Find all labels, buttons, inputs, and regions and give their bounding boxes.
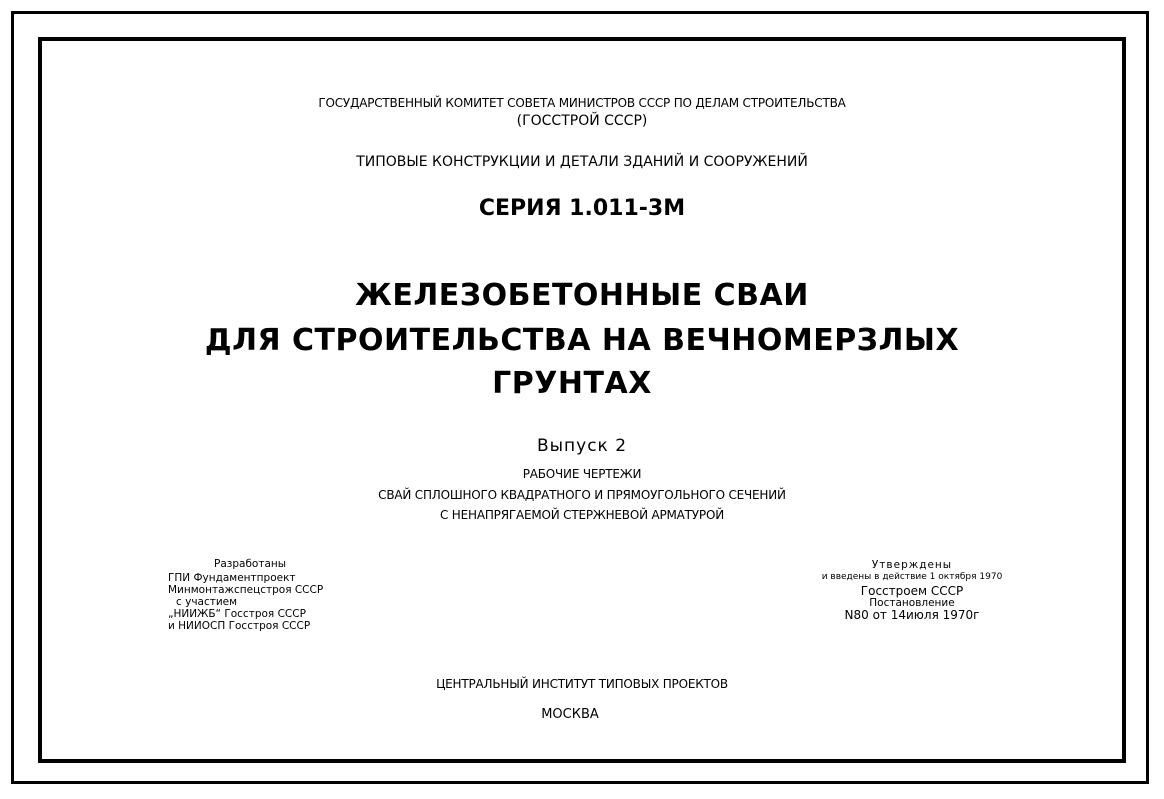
committee-short: (ГОССТРОЙ СССР) (516, 113, 648, 129)
developers-line: Минмонтажспецстроя СССР (168, 584, 324, 596)
publisher-city: МОСКВА (541, 707, 599, 722)
approval-line: Госстроем СССР (860, 584, 964, 598)
approval-block (806, 559, 1018, 621)
committee-line: ГОСУДАРСТВЕННЫЙ КОМИТЕТ СОВЕТА МИНИСТРОВ СССР ПО ДЕЛАМ СТРОИТЕЛЬСТВА (318, 96, 846, 110)
developers-line: ГПИ Фундаментпроект (168, 572, 296, 584)
approval-line: и введены в действие 1 октября 1970 (821, 572, 1003, 582)
issue-subtitle-3: С НЕНАПРЯГАЕМОЙ СТЕРЖНЕВОЙ АРМАТУРОЙ (440, 508, 724, 522)
issue-subtitle-2: СВАЙ СПЛОШНОГО КВАДРАТНОГО И ПРЯМОУГОЛЬНОГО СЕЧЕНИЙ (378, 488, 786, 502)
document-title-line-1: ЖЕЛЕЗОБЕТОННЫЕ СВАИ (355, 278, 809, 313)
approval-line: N80 от 14июля 1970г (844, 608, 980, 622)
developers-line: и НИИОСП Госстроя СССР (168, 620, 311, 632)
issue-subtitle-1: РАБОЧИЕ ЧЕРТЕЖИ (522, 467, 642, 481)
issue-label: Выпуск 2 (536, 436, 628, 456)
category-line: ТИПОВЫЕ КОНСТРУКЦИИ И ДЕТАЛИ ЗДАНИЙ И СООРУЖЕНИЙ (356, 154, 808, 170)
developers-block (168, 558, 323, 632)
developers-heading: Разработаны (214, 558, 287, 570)
series-number: СЕРИЯ 1.011-3М (478, 196, 686, 221)
approval-heading: Утверждены (871, 559, 953, 571)
developers-line: с участием (176, 596, 238, 608)
document-title-line-2: ДЛЯ СТРОИТЕЛЬСТВА НА ВЕЧНОМЕРЗЛЫХ (204, 323, 960, 358)
approval-line: Постановление (869, 597, 955, 609)
document-title-line-3: ГРУНТАХ (492, 366, 652, 401)
publisher-institute: ЦЕНТРАЛЬНЫЙ ИНСТИТУТ ТИПОВЫХ ПРОЕКТОВ (436, 677, 728, 691)
developers-line: „НИИЖБ“ Госстроя СССР (168, 608, 306, 620)
